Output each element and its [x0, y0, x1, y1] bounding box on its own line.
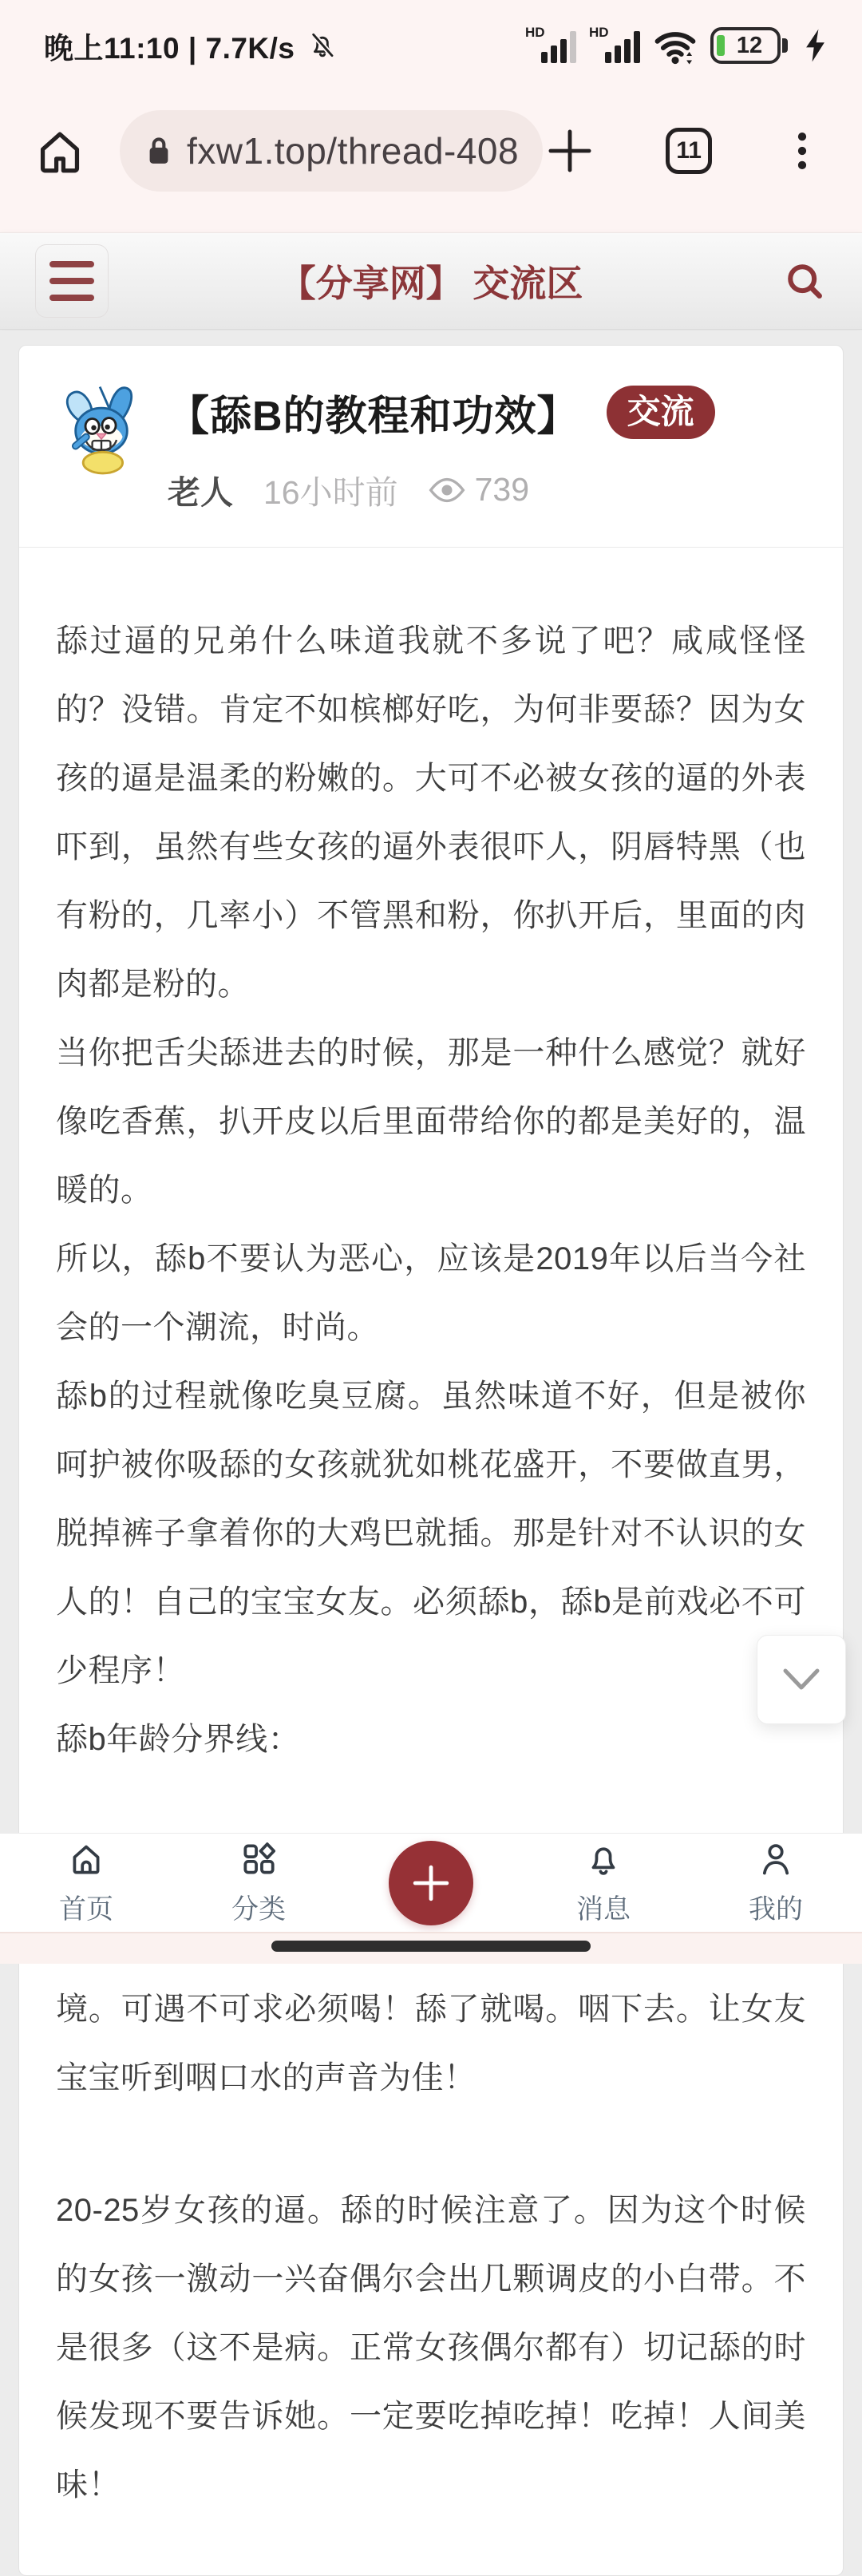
- status-left: [44, 24, 338, 67]
- post-paragraph: 舔b年龄分界线：: [56, 1722, 301, 1757]
- scroll-down-button[interactable]: [757, 1635, 846, 1724]
- nav-label-messages: 消息: [576, 1894, 631, 1925]
- battery-percent: 12: [736, 32, 763, 58]
- browser-toolbar: [0, 77, 862, 232]
- time-network-speed-text: 晚上11:10 | 7.7K/s: [44, 32, 295, 65]
- nav-item-compose[interactable]: [345, 1834, 517, 1932]
- hamburger-bar: [49, 278, 94, 284]
- browser-home-button[interactable]: [34, 125, 86, 177]
- charging-bolt-icon: [801, 27, 828, 64]
- hamburger-bar: [49, 295, 94, 301]
- url-bar[interactable]: [120, 110, 543, 192]
- home-indicator-area: [0, 1932, 862, 1964]
- thread-title: 【舔B的教程和功效】: [168, 394, 579, 440]
- compose-fab: [389, 1841, 473, 1925]
- nav-item-messages[interactable]: [517, 1834, 690, 1932]
- browser-menu-button[interactable]: [781, 128, 824, 174]
- mute-icon: [306, 30, 338, 61]
- hamburger-icon: [49, 261, 94, 267]
- kebab-menu-icon: [781, 128, 824, 174]
- new-tab-button[interactable]: [543, 124, 597, 178]
- signal-bars-sim1-icon: [525, 26, 576, 65]
- thread-card: [18, 345, 844, 2576]
- author-name: 老人: [168, 474, 233, 511]
- thread-header-right: [168, 381, 811, 513]
- tab-count: 11: [676, 137, 702, 164]
- post-time: 16小时前: [263, 474, 398, 511]
- nav-item-profile[interactable]: [690, 1834, 862, 1932]
- nav-label-categories: 分类: [231, 1894, 286, 1925]
- categories-grid-icon: [239, 1839, 279, 1879]
- site-title: 【分享网】 交流区: [279, 263, 583, 304]
- hd-label-sim1: HD: [525, 25, 545, 40]
- post-body: [19, 548, 843, 2575]
- post-paragraph: 所以，舔b不要认为恶心，应该是2019年以后当今社会的一个潮流，时尚。: [56, 1241, 806, 1345]
- hd-label-sim2: HD: [589, 25, 609, 40]
- search-button[interactable]: [782, 259, 827, 303]
- post-paragraph: 舔过逼的兄弟什么味道我就不多说了吧？咸咸怪怪的？没错。肯定不如槟榔好吃，为何非要舔？因为女孩的逼是温柔的粉嫩的。大可不必被女孩的逼的外表吓到，虽然有些女孩的逼外表很吓人，阴唇特黑（也有粉的，几率小）不管黑和粉，你扒开后，里面的肉肉都是粉的。: [56, 623, 806, 1002]
- post-paragraph: 境。可遇不可求必须喝！舔了就喝。咽下去。让女友宝宝听到咽口水的声音为佳！: [56, 1992, 806, 2095]
- eye-icon: [429, 477, 465, 503]
- battery-cap: [782, 38, 788, 53]
- view-count-group: [429, 471, 529, 508]
- status-bar: [0, 0, 862, 77]
- post-paragraph: 20-25岁女孩的逼。舔的时候注意了。因为这个时候的女孩一激动一兴奋偶尔会出几颗调皮的小白带。不是很多（这不是病。正常女孩偶尔都有）切记舔的时候发现不要告诉她。一定要吃掉吃掉！吃掉！人间美味！: [56, 2193, 806, 2503]
- post-paragraph: 舔b的过程就像吃臭豆腐。虽然味道不好，但是被你呵护被你吸舔的女孩就犹如桃花盛开，不要做直男，脱掉裤子拿着你的大鸡巴就插。那是针对不认识的女人的！自己的宝宝女友。必须舔b，舔b是前戏必不可少程序！: [56, 1379, 806, 1688]
- home-nav-icon: [66, 1839, 106, 1879]
- thread-title-row: [168, 382, 811, 442]
- signal-bars-sim2-icon: [589, 26, 640, 65]
- author-avatar[interactable]: [56, 381, 147, 472]
- category-badge[interactable]: 交流: [607, 386, 715, 438]
- post-paragraph: 当你把舌尖舔进去的时候，那是一种什么感觉？就好像吃香蕉，扒开皮以后里面带给你的都是美好的，温暖的。: [56, 1035, 806, 1208]
- battery-indicator: [710, 27, 781, 64]
- search-icon: [782, 259, 827, 303]
- home-icon: [34, 125, 86, 177]
- person-icon: [756, 1839, 796, 1879]
- rabbit-avatar-image: [56, 381, 147, 472]
- url-text: fxw1.top/thread-408: [187, 129, 520, 172]
- nav-label-profile: 我的: [749, 1894, 803, 1925]
- chevron-down-icon: [781, 1667, 822, 1692]
- status-right: [525, 26, 828, 65]
- bottom-nav: [0, 1833, 862, 1932]
- battery-charge-level: [717, 35, 725, 56]
- home-indicator-bar[interactable]: [271, 1941, 591, 1952]
- plus-icon: [408, 1860, 454, 1906]
- thread-meta-row: [168, 466, 811, 513]
- tab-switcher-button[interactable]: [666, 128, 712, 174]
- plus-icon: [543, 124, 597, 178]
- site-header: [0, 232, 862, 330]
- bell-icon: [583, 1839, 623, 1879]
- thread-header: [19, 346, 843, 548]
- menu-toggle-button[interactable]: [35, 244, 109, 318]
- view-count: 739: [474, 471, 530, 508]
- wifi-icon: [653, 26, 698, 65]
- tab-counter-icon: [666, 128, 712, 174]
- lock-icon: [144, 133, 174, 169]
- nav-item-home[interactable]: [0, 1834, 172, 1932]
- nav-item-categories[interactable]: [172, 1834, 345, 1932]
- nav-label-home: 首页: [59, 1894, 113, 1925]
